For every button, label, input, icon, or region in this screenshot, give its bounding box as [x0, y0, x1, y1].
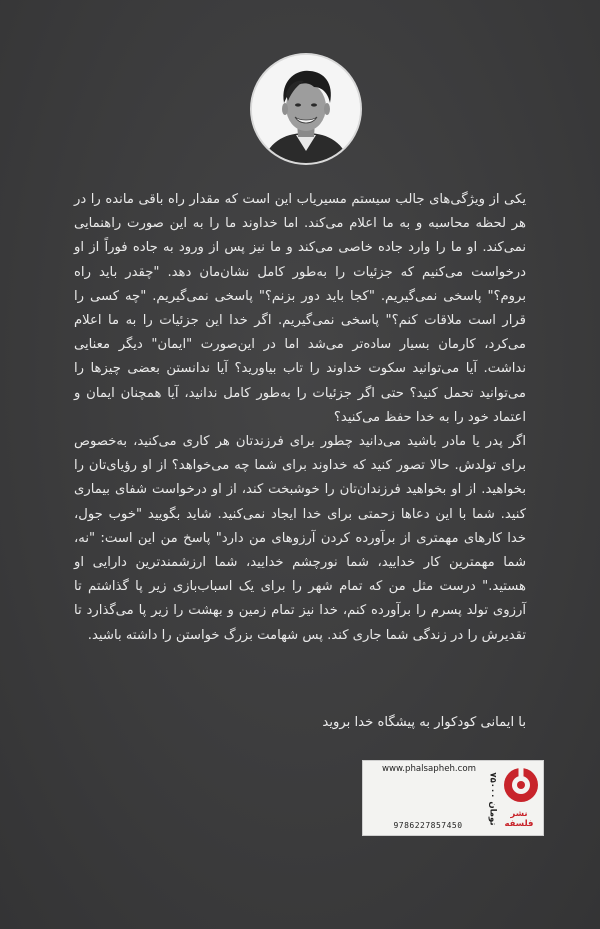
author-portrait: [252, 55, 360, 163]
publisher-name: نشر فلسفه: [504, 809, 534, 829]
barcode: [371, 776, 485, 820]
paragraph: اگر پدر یا مادر باشید می‌دانید چطور برای فرزندتان هر کاری می‌کنید، به‌خصوص برای تولدش. حالا تصور کنید که خداوند برای شما چه می‌خواهد؟ از او رؤیای‌تان را بخواهید. از او بخواهید فرزندان‌تان را خوشبخت کند، از او درخواست شفای بیماری کنید. شما با این دعاها زحمتی برای خدا ایجاد نمی‌کنید. شاید بگویید "خوب جول، خدا کارهای مهمتری از برآورده کردن آرزوهای من دارد" پاسخ من این است: "نه، شما مهمترین کار خدایید، شما نورچشم خدایید، شما ارزشمندترین دارایی او هستید." درست مثل من که تمام شهر را برای یک اسباب‌بازی زیر پا گذاشتم تا آرزوی تولد پسرم را برآورده کنم، خدا نیز تمام زمین و بهشت را زیر پا می‌گذارد تا تقدیرش را در زندگی شما جاری کند. پس شهامت بزرگ خواستن را داشته باشید.: [74, 434, 526, 643]
price-text: ۷۵۰۰۰ تومان: [488, 772, 499, 826]
paragraph: یکی از ویژگی‌های جالب سیستم مسیریاب این است که مقدار راه باقی مانده را در هر لحظه محاسبه و به ما اعلام می‌کند. اما خداوند ما را به این صورت راهنمایی نمی‌کند. او ما را وارد جاده خاصی می‌کند و ما نیز پس از ورود به جاده فوراً از او درخواست می‌کنیم که جزئیات را به‌طور کامل نشان‌مان دهد. "چقدر باید راه بروم؟" پاسخی نمی‌گیریم. "کجا باید دور بزنم؟" پاسخی نمی‌گیریم. "چه کسی را قرار است ملاقات کنم؟" پاسخی نمی‌گیریم. اگر خدا این جزئیات را به ما اعلام می‌کرد، کارمان بسیار ساده‌تر می‌شد اما در این‌صورت "ایمان" دیگر معنایی نداشت. آیا می‌توانید سکوت خداوند را تاب بیاورید؟ آیا ندانستن بعضی چیزها را می‌توانید تحمل کنید؟ حتی اگر جزئیات را به‌طور کامل ندانید، آیا همچنان ایمان و اعتماد خود را به خدا حفظ می‌کنید؟: [74, 192, 526, 425]
author-photo-image: [252, 55, 360, 163]
publisher-url: www.phalsapheh.com: [381, 764, 477, 774]
barcode-label: [362, 760, 544, 836]
tagline: با ایمانی کودکوار به پیشگاه خدا بروید: [322, 715, 526, 730]
publisher-logo: [502, 765, 540, 829]
isbn-number: 9786227857450: [393, 821, 463, 830]
publisher-logo-icon: [502, 765, 540, 809]
back-cover-text: [74, 188, 526, 648]
